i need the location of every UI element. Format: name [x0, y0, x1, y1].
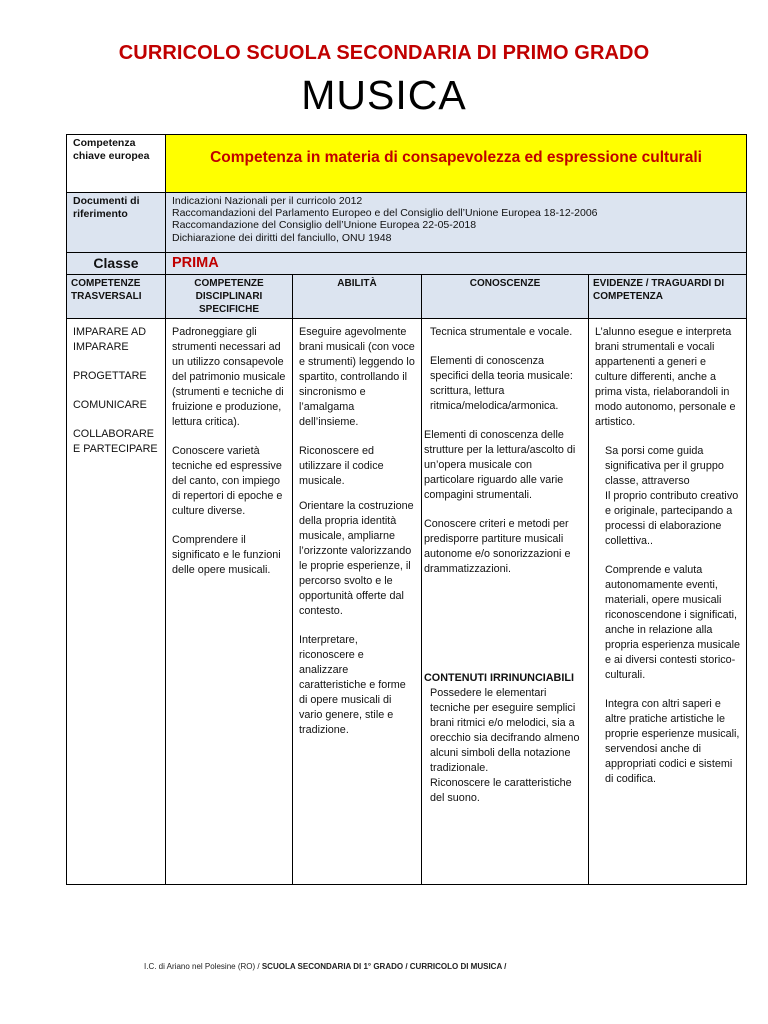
- disciplinare-item: Comprendere il significato e le funzioni delle opere musicali.: [172, 534, 281, 576]
- conoscenza-item: Conoscere criteri e metodi per predisporre partiture musicali autonome e/o sonorizzazioni e drammatizzazioni.: [424, 518, 571, 575]
- trasversale-item: IMPARARE AD IMPARARE: [73, 326, 146, 353]
- disciplinari-cell: [166, 319, 293, 885]
- conoscenze-cell: [422, 319, 589, 885]
- evidenze-cell: [589, 319, 747, 885]
- documento-item: Raccomandazioni del Parlamento Europeo e del Consiglio dell’Unione Europea 18-12-2006: [172, 207, 598, 220]
- contenuto-item: Possedere le elementari tecniche per eseguire semplici brani ritmici e/o melodici, sia a orecchio sia decifrando almeno alcuni simboli della notazione tradizionale.: [430, 687, 580, 774]
- documenti-label: Documenti di riferimento: [67, 193, 166, 253]
- abilita-cell: [293, 319, 422, 885]
- footer-path: SCUOLA SECONDARIA DI 1° GRADO / CURRICOLO DI MUSICA /: [261, 962, 507, 971]
- abilita-item: Interpretare, riconoscere e analizzare caratteristiche e forme di opere musicali di vario genere, stile e tradizione.: [299, 634, 406, 736]
- trasversale-item: COLLABORARE E PARTECIPARE: [73, 428, 158, 455]
- evidenza-item: L’alunno esegue e interpreta brani strumentali e vocali appartenenti a generi e culture differenti, anche a prima vista, rielaborandoli in modo autonomo, personale e artistico.: [595, 326, 736, 428]
- evidenza-item: Integra con altri saperi e altre pratiche artistiche le proprie esperienze musicali, servendosi anche di appropriati codici e sistemi di codifica.: [605, 698, 740, 785]
- conoscenza-item: Elementi di conoscenza delle strutture per la lettura/ascolto di un’opera musicale con particolare riguardo alle varie compagini strumentali.: [424, 429, 576, 501]
- conoscenza-item: Tecnica strumentale e vocale.: [430, 326, 573, 338]
- trasversali-cell: [67, 319, 166, 885]
- column-header-trasversali: COMPETENZE TRASVERSALI: [67, 275, 166, 319]
- disciplinare-item: Padroneggiare gli strumenti necessari ad un utilizzo consapevole del patrimonio musicale (strumenti e tecniche di fruizione e produzione, lettura critica).: [172, 326, 286, 428]
- competenza-label: Competenza chiave europea: [67, 135, 166, 193]
- conoscenza-item: Elementi di conoscenza specifici della teoria musicale: scrittura, lettura ritmica/melodica/armonica.: [430, 355, 573, 412]
- abilita-item: Orientare la costruzione della propria identità musicale, ampliarne l’orizzonte valorizzando le proprie esperienze, il percorso svolto e le opportunità offerte dal contesto.: [299, 500, 414, 617]
- column-header-evidenze: EVIDENZE / TRAGUARDI DI COMPETENZA: [589, 275, 747, 319]
- classe-label: Classe: [67, 253, 166, 275]
- trasversale-item: PROGETTARE: [73, 370, 147, 382]
- contenuti-title: CONTENUTI IRRINUNCIABILI: [424, 672, 574, 684]
- abilita-item: Eseguire agevolmente brani musicali (con voce e strumenti) leggendo lo spartito, controllando il sincronismo e l’amalgama dell’insieme.: [299, 326, 415, 428]
- footer-school: I.C. di Ariano nel Polesine (RO) /: [144, 962, 262, 971]
- documento-item: Indicazioni Nazionali per il curricolo 2012: [172, 195, 363, 207]
- contenuto-item: Riconoscere le caratteristiche del suono.: [430, 777, 572, 804]
- document-title: CURRICOLO SCUOLA SECONDARIA DI PRIMO GRADO: [118, 42, 650, 64]
- column-header-conoscenze: CONOSCENZE: [422, 275, 589, 319]
- column-header-abilita: ABILITÀ: [293, 275, 422, 319]
- evidenza-item: Il proprio contributo creativo e originale, partecipando a processi di elaborazione collettiva..: [605, 490, 739, 547]
- documento-item: Dichiarazione dei diritti del fanciullo, ONU 1948: [172, 231, 392, 244]
- curriculum-table: [66, 134, 746, 885]
- trasversale-item: COMUNICARE: [73, 399, 147, 411]
- competenza-value: Competenza in materia di consapevolezza ed espressione culturali: [166, 135, 747, 193]
- page-footer: [144, 962, 506, 971]
- documenti-list: [166, 193, 747, 253]
- abilita-item: Riconoscere ed utilizzare il codice musicale.: [299, 445, 384, 487]
- documento-item: Raccomandazione del Consiglio dell’Unione Europea 22-05-2018: [172, 219, 477, 232]
- column-header-disciplinari: COMPETENZE DISCIPLINARI SPECIFICHE: [166, 275, 293, 319]
- subject-title: MUSICA: [301, 72, 467, 118]
- evidenza-item: Sa porsi come guida significativa per il gruppo classe, attraverso: [605, 445, 724, 487]
- classe-value: PRIMA: [166, 253, 747, 275]
- evidenza-item: Comprende e valuta autonomamente eventi, materiali, opere musicali riconoscendone i significati, anche in relazione alla propria esperienza musicale e ai diversi contesti storico- culturali.: [605, 564, 741, 681]
- disciplinare-item: Conoscere varietà tecniche ed espressive del canto, con impiego di repertori di epoche e culture diverse.: [172, 445, 283, 517]
